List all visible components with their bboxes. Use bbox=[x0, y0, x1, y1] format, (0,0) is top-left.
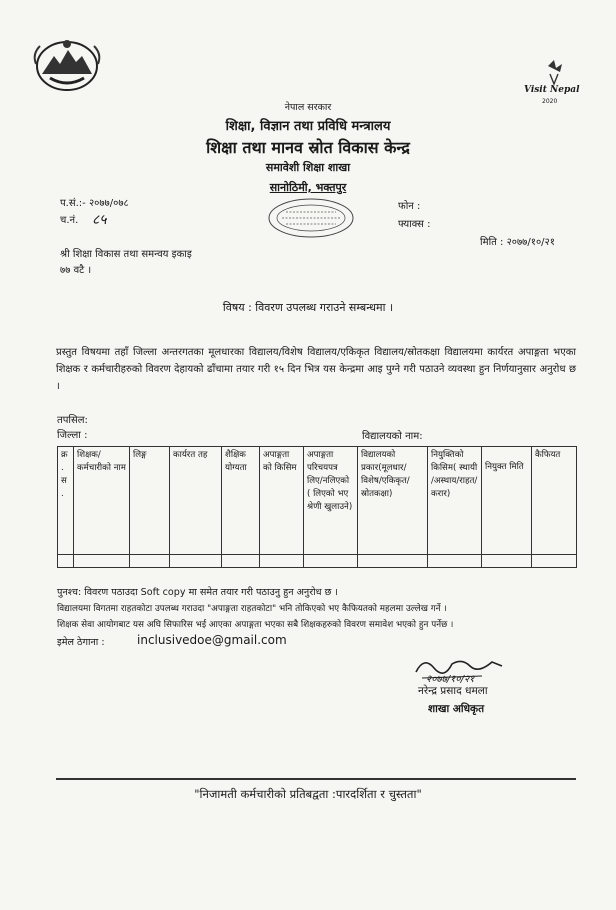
signatory-name: नरेन्द्र प्रसाद धमला bbox=[418, 685, 488, 697]
table-header-cell: शैक्षिक योग्यता bbox=[222, 447, 260, 555]
school-name-label: विद्यालयको नाम: bbox=[362, 431, 423, 442]
visit-nepal-text: Visit Nepal bbox=[524, 85, 580, 95]
nepal-emblem-icon bbox=[30, 34, 104, 94]
footer-motto: "निजामती कर्मचारीको प्रतिबद्वता :पारदर्शिता र चुस्तता" bbox=[194, 787, 422, 801]
header-ministry: शिक्षा, विज्ञान तथा प्रविधि मन्त्रालय bbox=[225, 119, 391, 134]
table-header-row bbox=[58, 447, 577, 555]
postscript-line2: विद्यालयमा विगतमा राहतकोटा उपलब्ध गराउदा "अपाङ्गता राहतकोटा" भनि तोकिएको भए कैफियतको महलमा उल्लेख गर्ने । bbox=[57, 604, 447, 614]
subject-line: विषय : विवरण उपलब्ध गराउने सम्बन्धमा । bbox=[222, 301, 394, 314]
table-header-cell: नियुक्त मिति bbox=[482, 447, 532, 555]
addressee-line1: श्री शिक्षा विकास तथा समन्वय इकाइ bbox=[60, 249, 192, 260]
header-government: नेपाल सरकार bbox=[284, 102, 332, 113]
table-header-cell: शिक्षक/कर्मचारीको नाम bbox=[74, 447, 130, 555]
details-table bbox=[57, 446, 577, 568]
table-header-cell: कैफियत bbox=[532, 447, 577, 555]
table-row bbox=[58, 555, 577, 568]
addressee-line2: ७७ वटै । bbox=[60, 265, 92, 276]
office-stamp-icon bbox=[266, 196, 356, 240]
table-header-cell: अपाङ्गता को किसिम bbox=[260, 447, 304, 555]
email-label: इमेल ठेगाना : bbox=[57, 637, 105, 648]
table-header-cell: कार्यरत तह bbox=[170, 447, 222, 555]
ref-phone: फोन : bbox=[398, 201, 421, 212]
postscript-line1: पुनश्च: विवरण पठाउदा Soft copy मा समेत तयार गरी पठाउनु हुन अनुरोध छ । bbox=[57, 587, 339, 598]
table-header-cell: अपाङ्गता परिचयपत्र लिए/नलिएको ( लिएको भए श्रेणी खुलाउने) bbox=[304, 447, 358, 555]
postscript-line3: शिक्षक सेवा आयोगबाट यस अघि सिफारिस भई आएका अपाङ्गता भएका सबै शिक्षकहरुको विवरण समावेश भएको हुन पर्नेछ । bbox=[57, 620, 454, 630]
body-paragraph: प्रस्तुत विषयमा तहाँ जिल्ला अन्तरगतका मूलधारका विद्यालय/विशेष विद्यालय/एकिकृत विद्यालय/स्रोतकक्षा विद्यालयमा कार्यरत अपाङ्गता भएका शिक्षक र कर्मचारीहरुको विवरण देहायको ढाँचामा तयार गरी १५ दिन भित्र यस केन्द्रमा आइ पुग्ने गरी पठाउने व्यवस्था हुन निर्णयानुसार अनुरोध छ । bbox=[56, 347, 576, 392]
ref-patra-sankhya: प.सं.:- २०७७/०७८ bbox=[60, 198, 129, 209]
details-label: तपसिल: bbox=[57, 415, 88, 426]
footer-divider bbox=[56, 778, 576, 780]
header-section: समावेशी शिक्षा शाखा bbox=[265, 161, 351, 174]
email-address: inclusivedoe@gmail.com bbox=[137, 633, 287, 647]
district-label: जिल्ला : bbox=[57, 430, 88, 441]
ref-chalani-number: ८५ bbox=[92, 212, 107, 228]
table-header-cell: नियुक्तिको किसिम( स्थायी /अस्थाय/राहत/करार) bbox=[428, 447, 482, 555]
ref-chalani-label: च.नं. bbox=[60, 215, 79, 226]
table-header-cell: लिङ्ग bbox=[130, 447, 170, 555]
header-centre: शिक्षा तथा मानव स्रोत विकास केन्द्र bbox=[206, 138, 410, 157]
header-address: सानोठिमी, भक्तपुर bbox=[269, 181, 347, 194]
table-header-cell: विद्यालयको प्रकार(मूलधार/विशेष/एकिकृत/स्रोतकक्षा) bbox=[358, 447, 428, 555]
visit-nepal-year: 2020 bbox=[542, 98, 558, 105]
signatory-post: शाखा अधिकृत bbox=[428, 703, 485, 715]
ref-fax: फ्याक्स : bbox=[398, 219, 431, 230]
table-header-cell: क्र . स . bbox=[58, 447, 74, 555]
ref-date: मिति : २०७७/१०/२१ bbox=[480, 237, 555, 248]
signature-date: २०७७/१०/२१ bbox=[426, 674, 475, 685]
